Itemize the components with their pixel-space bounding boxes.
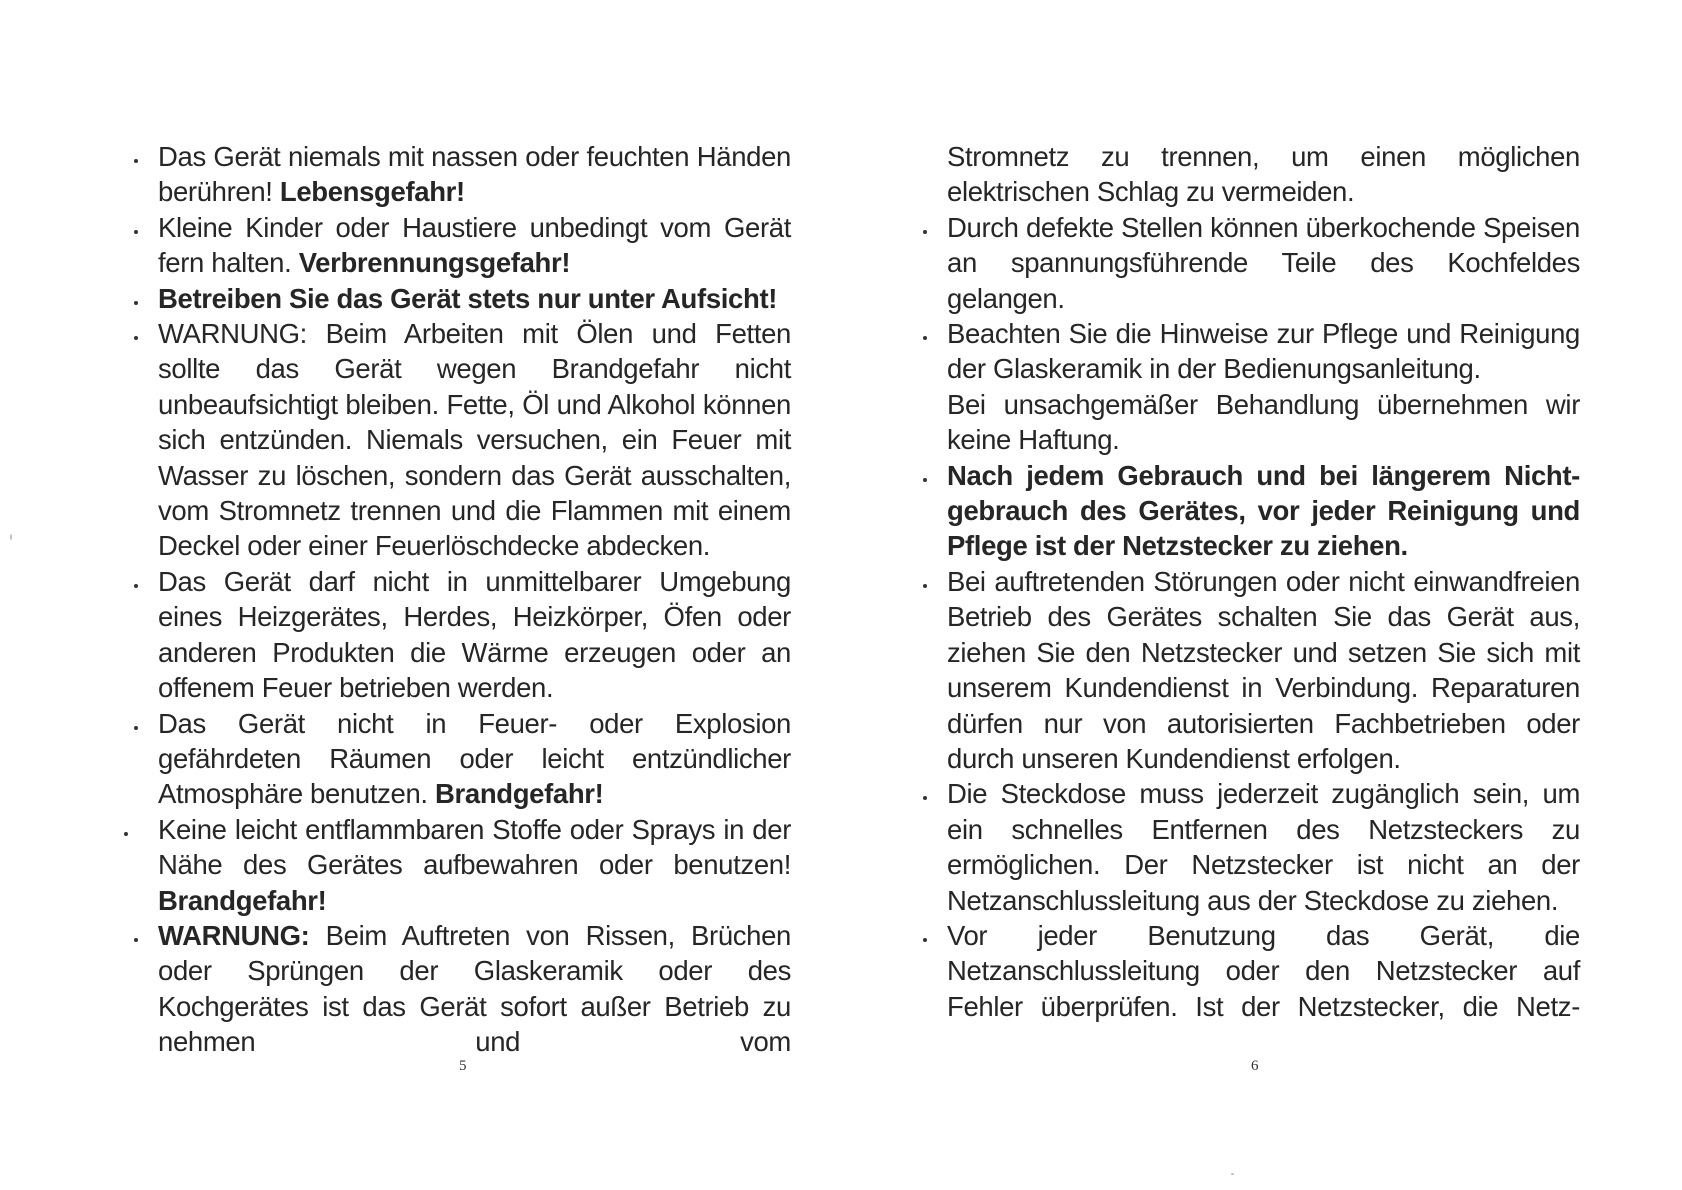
list-item-socket-access [947, 776, 1580, 918]
scan-speck [10, 534, 12, 540]
right-text-column [947, 139, 1580, 1024]
page-number: 6 [1251, 1058, 1259, 1074]
item-text: WARNUNG: Beim Arbeiten mit Ölen und Fetten sollte das Gerät wegen Brandgefahr nicht unbeaufsichtigt bleiben. Fette, Öl und Alkohol können sich entzünden. Niemals versuchen, ein Feuer mit Wasser zu löschen, sondern das Gerät ausschalten, vom Stromnetz trennen und die Flammen mit einem Deckel oder einer Feuerlöschdecke abdecken. [158, 318, 791, 562]
list-item-oils-fats-warning [158, 316, 791, 564]
item-text: Stromnetz zu trennen, um einen möglichen elektrischen Schlag zu vermeiden. [947, 141, 1580, 208]
warning-emphasis: Brandgefahr! [158, 884, 327, 916]
page-number: 5 [459, 1058, 467, 1074]
item-text: Das Gerät niemals mit nassen oder feuchten Händen berühren! [158, 141, 791, 208]
left-text-column [158, 139, 791, 1060]
item-text: Kleine Kinder oder Haustiere unbedingt vom Gerät fern halten. [158, 211, 791, 279]
list-item-wet-hands [158, 139, 791, 210]
warning-label: WARNUNG: [158, 919, 310, 951]
right-page [841, 0, 1682, 1190]
list-item-care-instructions [947, 316, 1580, 458]
list-item-children-pets [158, 210, 791, 281]
list-item-supervision [158, 281, 791, 316]
item-text: Bei auftretenden Störungen oder nicht einwandfreien Betrieb des Gerätes schalten Sie das Gerät aus, ziehen Sie den Netzstecker und setzen Sie sich mit unserem Kundendienst in Verbindung. Reparaturen dürfen nur von autorisierten Fachbetrieben oder durch unseren Kundendienst erfolgen. [947, 565, 1580, 774]
item-text: Beim Auftreten von Rissen, Brüchen oder Sprüngen der Glaskeramik oder des Kochgerätes ist das Gerät sofort außer Betrieb zu nehmen und vom [158, 919, 792, 1058]
list-item-cracks-warning [158, 918, 791, 1060]
list-item-malfunctions [947, 564, 1580, 776]
warning-emphasis: Brandgefahr! [435, 778, 604, 810]
item-text: Durch defekte Stellen können überkochende Speisen an spannungsführende Teile des Kochfeldes gelangen. [947, 211, 1580, 314]
warning-emphasis: Lebensgefahr! [279, 176, 465, 208]
list-item-heat-sources [158, 564, 791, 706]
bold-instruction: Nach jedem Gebrauch und bei längerem Nicht-gebrauch des Gerätes, vor jeder Reinigung und Pflege ist der Netzstecker zu ziehen. [947, 459, 1580, 562]
item-text: Das Gerät nicht in Feuer- oder Explosion gefährdeten Räumen oder leicht entzündlicher Atmosphäre benutzen. [158, 707, 791, 810]
list-item-check-before-use [947, 918, 1580, 1024]
bold-instruction: Betreiben Sie das Gerät stets nur unter Aufsicht! [158, 282, 778, 314]
list-item-flammable-substances [158, 812, 791, 918]
item-text: Das Gerät darf nicht in unmittelbarer Umgebung eines Heizgerätes, Herdes, Heizkörper, Öfen oder anderen Produkten die Wärme erzeugen oder an offenem Feuer betrieben werden. [158, 565, 791, 704]
list-item-defects [947, 210, 1580, 316]
scan-speck [1231, 1173, 1234, 1175]
item-text: Vor jeder Benutzung das Gerät, die Netzanschlussleitung oder den Netzstecker auf Fehler überprüfen. Ist der Netzstecker, die Netz- [947, 919, 1580, 1022]
item-text: Die Steckdose muss jederzeit zugänglich sein, um ein schnelles Entfernen des Netzsteckers zu ermöglichen. Der Netzstecker ist nicht an der Netzanschlussleitung aus der Steckdose zu ziehen. [947, 778, 1580, 916]
item-text: Keine leicht entflammbaren Stoffe oder Sprays in der Nähe des Gerätes aufbewahren oder benutzen! [158, 813, 791, 881]
item-text: Beachten Sie die Hinweise zur Pflege und Reinigung der Glaskeramik in der Bedienungsanleitung. [947, 318, 1580, 385]
continued-text [947, 139, 1580, 210]
list-item-explosive-rooms [158, 706, 791, 812]
item-continuation: Bei unsachgemäßer Behandlung übernehmen wir keine Haftung. [947, 388, 1580, 456]
list-item-unplug [947, 458, 1580, 564]
warning-emphasis: Verbrennungsgefahr! [298, 247, 571, 279]
